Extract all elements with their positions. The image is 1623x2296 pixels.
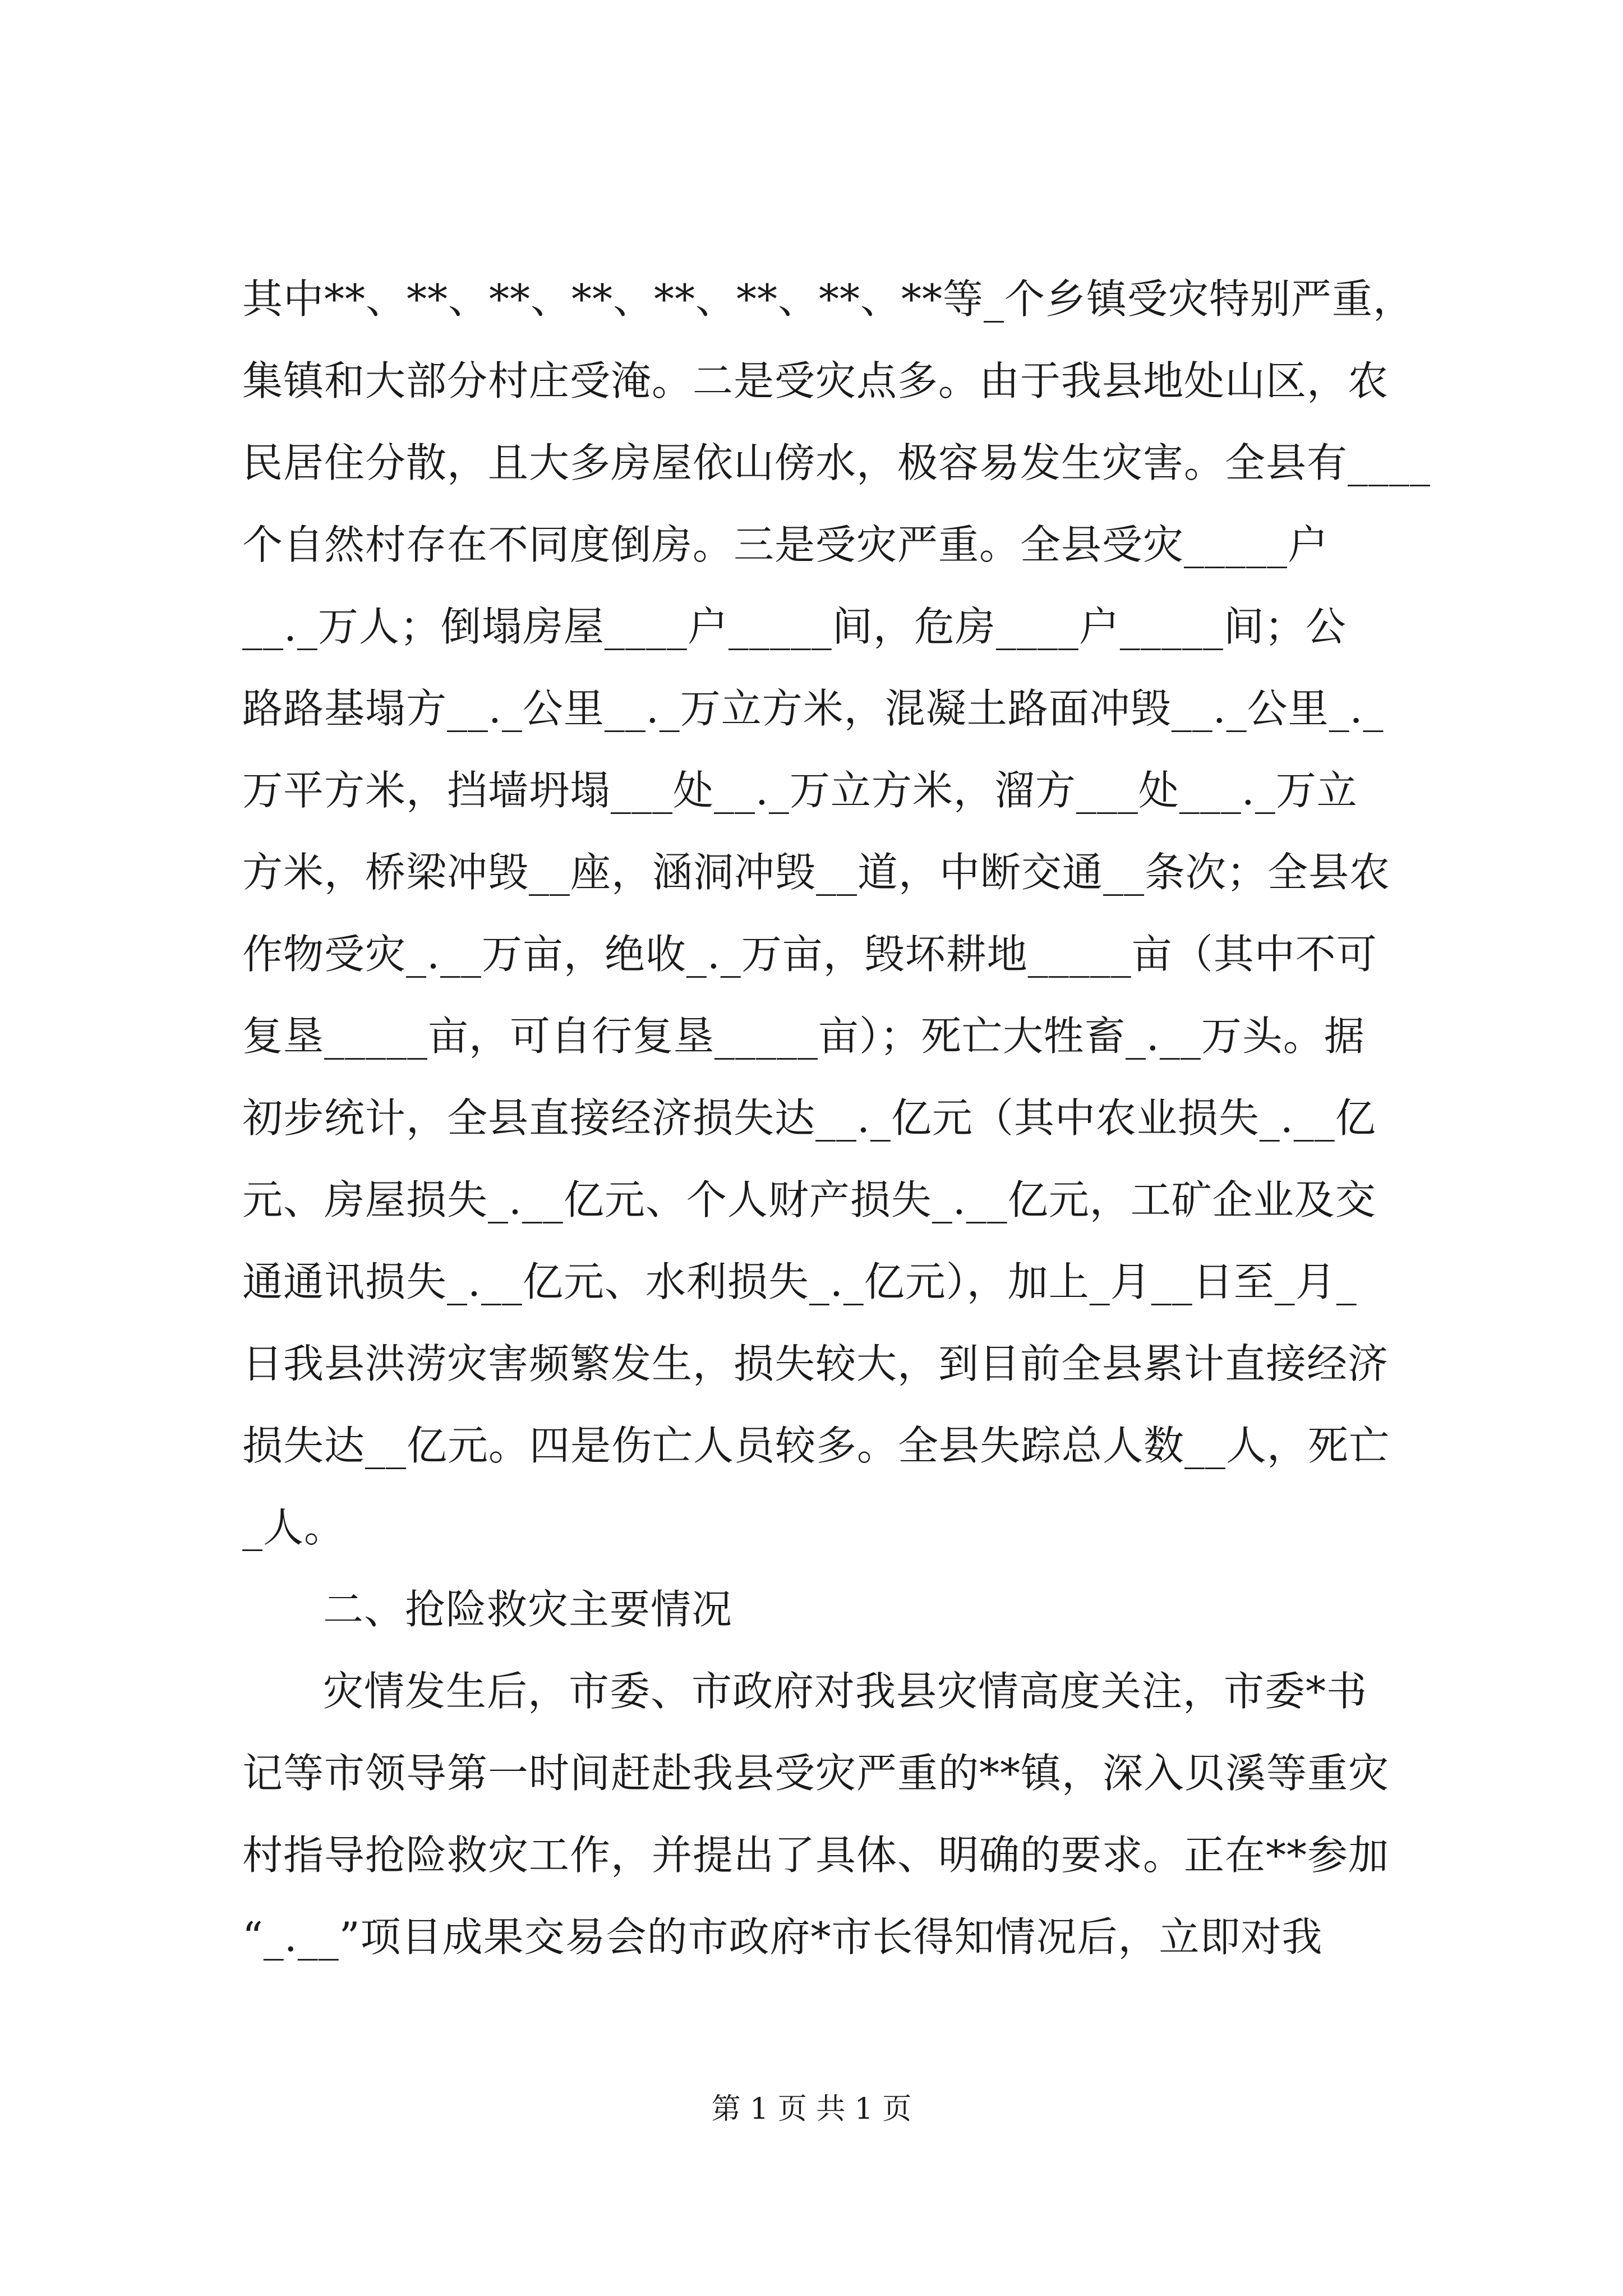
- paragraph-line: 元、房屋损失_.__亿元、个人财产损失_.__亿元，工矿企业及交: [242, 1176, 1376, 1223]
- paragraph-line: 记等市领导第一时间赶赴我县受灾严重的**镇，深入贝溪等重灾: [242, 1750, 1390, 1797]
- paragraph-line: 灾情发生后，市委、市政府对我县灾情高度关注，市委*书: [323, 1668, 1368, 1715]
- paragraph-line: 万平方米，挡墙坍塌___处__._万立方米，溜方___处___._万立: [242, 767, 1358, 814]
- paragraph-line: _人。: [242, 1504, 345, 1551]
- paragraph-line: 损失达__亿元。四是伤亡人员较多。全县失踪总人数__人，死亡: [242, 1422, 1390, 1469]
- document-body: [242, 258, 1454, 1978]
- page-footer: 第 1 页 共 1 页: [711, 2092, 912, 2126]
- paragraph-line: 民居住分散，且大多房屋依山傍水，极容易发生灾害。全县有____: [242, 439, 1431, 486]
- paragraph-line: 集镇和大部分村庄受淹。二是受灾点多。由于我县地处山区，农: [242, 357, 1389, 404]
- paragraph-line: 初步统计，全县直接经济损失达__._亿元（其中农业损失_.__亿: [242, 1094, 1376, 1142]
- paragraph-line: 方米，桥梁冲毁__座，涵洞冲毁__道，中断交通__条次；全县农: [242, 849, 1391, 896]
- paragraph-line: 村指导抢险救灾工作，并提出了具体、明确的要求。正在**参加: [242, 1832, 1390, 1879]
- paragraph-line: __._万人；倒塌房屋____户_____间，危房____户_____间；公: [242, 603, 1347, 650]
- paragraph-line: 其中**、**、**、**、**、**、**、**等_个乡镇受灾特别严重，: [242, 275, 1414, 323]
- paragraph-line: 复垦_____亩，可自行复垦_____亩）；死亡大牲畜_.__万头。据: [242, 1013, 1365, 1060]
- paragraph-line: 作物受灾_.__万亩，绝收_._万亩，毁坏耕地_____亩（其中不可: [242, 931, 1377, 978]
- paragraph-line: 日我县洪涝灾害频繁发生，损失较大，到目前全县累计直接经济: [242, 1340, 1389, 1387]
- paragraph-line: 通通讯损失_.__亿元、水利损失_._亿元），加上_月__日至_月_: [242, 1258, 1357, 1305]
- section-heading: 二、抢险救灾主要情况: [323, 1586, 733, 1633]
- paragraph-line: 个自然村存在不同度倒房。三是受灾严重。全县受灾_____户: [242, 521, 1329, 568]
- paragraph-line: 路路基塌方__._公里__._万立方米，混凝土路面冲毁__._公里_._: [242, 685, 1384, 732]
- paragraph-line: “_.__”项目成果交易会的市政府*市长得知情况后，立即对我: [242, 1913, 1323, 1961]
